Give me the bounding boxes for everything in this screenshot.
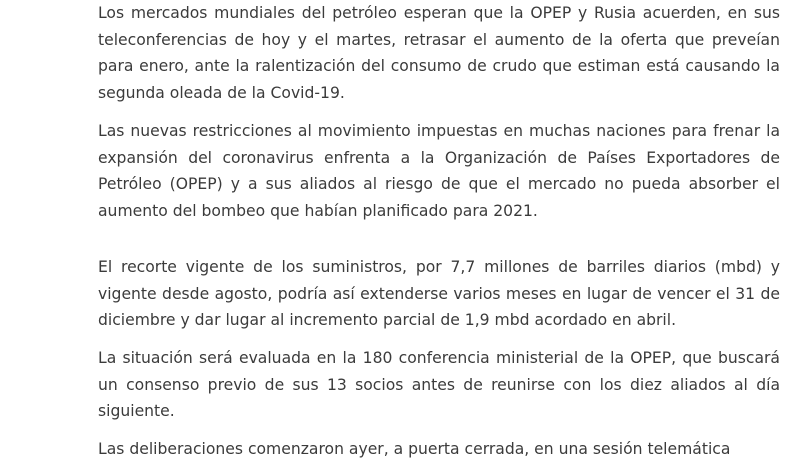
article-paragraph: El recorte vigente de los suministros, por 7,7 millones de barriles diarios (mbd) y vigente desde agosto, podría así extenderse varios meses en lugar de vencer el 31 de diciembre y dar lugar al incremento parcial de 1,9 mbd acordado en abril. (98, 258, 780, 329)
article-paragraph: Las nuevas restricciones al movimiento impuestas en muchas naciones para frenar la expansión del coronavirus enfrenta a la Organización de Países Exportadores de Petróleo (OPEP) y a sus aliados al riesgo de que el mercado no pueda absorber el aumento del bombeo que habían planificado para 2021. (98, 122, 780, 220)
article-paragraph: Las deliberaciones comenzaron ayer, a puerta cerrada, en una sesión telemática (98, 440, 731, 458)
article-paragraph: Los mercados mundiales del petróleo esperan que la OPEP y Rusia acuerden, en sus teleconferencias de hoy y el martes, retrasar el aumento de la oferta que preveían para enero, ante la ralentización del consumo de crudo que estiman está causando la segunda oleada de la Covid-19. (98, 4, 780, 102)
article-paragraph: La situación será evaluada en la 180 conferencia ministerial de la OPEP, que buscará un consenso previo de sus 13 socios antes de reunirse con los diez aliados al día siguiente. (98, 349, 780, 420)
